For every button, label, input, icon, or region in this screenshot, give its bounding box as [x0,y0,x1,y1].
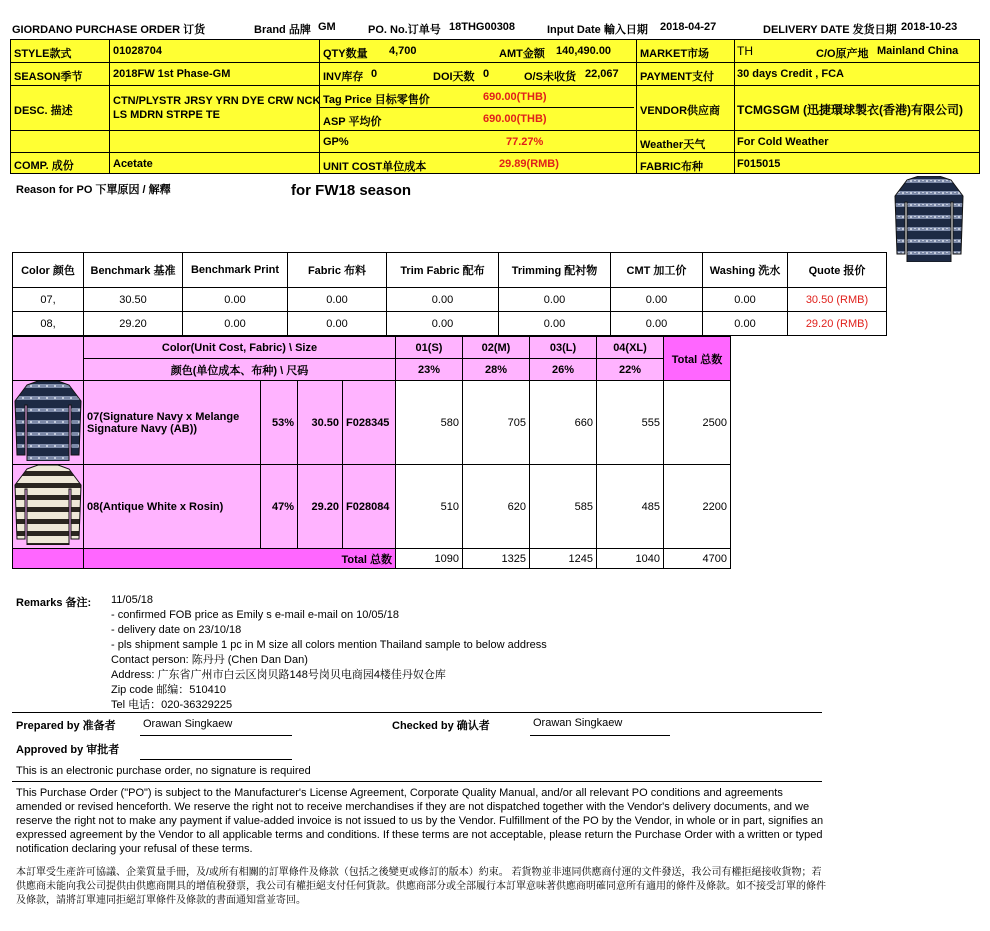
qty-cell: 660 [530,381,597,465]
cost-cell: 0.00 [703,288,788,312]
fabric-label: FABRIC布种 [640,161,703,173]
reason-label: Reason for PO 下單原因 / 解釋 [16,184,171,196]
cost-cell: 0.00 [703,312,788,336]
size-pct-s: 23% [396,359,463,381]
season-label: SEASON季节 [14,71,83,83]
totals-label: Total 总数 [84,549,396,569]
reason-value: for FW18 season [291,182,412,199]
po-number-value: 18THG00308 [449,21,516,33]
image-header-cell [13,337,84,381]
payment-label: PAYMENT支付 [640,71,714,83]
remarks-label: Remarks 备注: [16,597,92,609]
color-07-pct: 53% [261,381,298,465]
vendor-label: VENDOR供应商 [640,105,721,117]
quote-cell: 30.50 (RMB) [788,288,887,312]
cost-header-trimming: Trimming 配衬物 [499,253,611,288]
cost-cell: 0.00 [611,288,703,312]
cost-header-quote: Quote 报价 [788,253,887,288]
cost-cell: 0.00 [387,288,499,312]
color-08-fabric: F028084 [343,465,396,549]
cost-cell: 29.20 [84,312,183,336]
style-value: 01028704 [113,45,162,57]
prepared-by-label: Prepared by 准备者 [16,720,116,732]
season-value: 2018FW 1st Phase-GM [113,68,231,80]
approved-by-label: Approved by 审批者 [16,744,120,756]
remarks-line: Tel 电话：020-36329225 [111,699,233,711]
approved-by-line [140,759,292,760]
qty-cell: 510 [396,465,463,549]
cost-cell: 0.00 [387,312,499,336]
totals-image-cell [13,549,84,569]
size-totals-row [13,549,731,569]
doi-value: 0 [483,68,490,80]
remarks-line: - confirmed FOB price as Emily s e-mail e-mail on 10/05/18 [111,609,399,621]
amt-label: AMT金额 [499,48,545,60]
payment-value: 30 days Credit , FCA [737,68,844,80]
gp-label: GP% [323,136,349,148]
amt-value: 140,490.00 [556,45,612,57]
color-08-cost: 29.20 [298,465,343,549]
cost-cell: 0.00 [288,288,387,312]
checked-by-value: Orawan Singkaew [533,717,623,729]
os-value: 22,067 [585,68,619,80]
size-breakdown-table [12,336,731,569]
color-08-image-cell [13,465,84,549]
size-row-08 [13,465,731,549]
remarks-body [111,593,547,713]
cost-header-fabric: Fabric 布料 [288,253,387,288]
fabric-value: F015015 [737,158,781,170]
unit-cost-value: 29.89(RMB) [499,158,559,170]
checked-by-line [530,735,670,736]
po-number-label: PO. No.订单号 [368,24,441,36]
vendor-value: TCMGSGM (迅捷環球製衣(香港)有限公司) [737,103,963,117]
cost-table-header-row [13,253,887,288]
size-header-cn: 颜色(单位成本、布种) \ 尺码 [84,359,396,381]
market-value: TH [737,44,753,58]
input-date-value: 2018-04-27 [660,21,717,33]
grand-total-cell: 4700 [664,549,731,569]
color-08-name: 08(Antique White x Rosin) [84,465,261,549]
cost-cell: 0.00 [183,288,288,312]
cost-header-benchmark-print: Benchmark Print [183,253,288,288]
legal-terms-chinese: 本訂單受生產許可協議、企業質量手冊，及/或所有相關的訂單條件及條款（包括之後變更或修訂的版本）約束。 若貨物並非連同供應商付運的文件發送，我公司有權拒絕接收貨物；若供應商未能向我公司提供由供應商開具的增值稅發票，我公司有權拒絕支付任何貨款。供應商部分或全部履行本訂單意味著供應商明確同意所有適用的條件及條款。如不接受訂單的條件及條款，請將訂單連同拒絕訂單條件及條款的書面通知當並寄回。 [16,867,826,906]
cost-table-row [13,288,887,312]
asp-label: ASP 平均价 [323,116,382,128]
cost-header-trim-fabric: Trim Fabric 配布 [387,253,499,288]
weather-value: For Cold Weather [737,136,829,148]
qty-value: 4,700 [389,45,417,57]
cost-header-cmt: CMT 加工价 [611,253,703,288]
color-07-fabric: F028345 [343,381,396,465]
os-label: O/S未收货 [524,71,576,83]
cost-header-color: Color 颜色 [13,253,84,288]
size-header-m: 02(M) [463,337,530,359]
cost-header-benchmark: Benchmark 基准 [84,253,183,288]
desc-value-line2: LS MDRN STRPE TE [113,109,220,121]
input-date-label: Input Date 輸入日期 [547,24,648,36]
size-header-total: Total 总数 [664,337,731,381]
comp-value: Acetate [113,158,153,170]
tag-price-label: Tag Price 目标零售价 [323,94,430,106]
cost-cell: 0.00 [288,312,387,336]
remarks-line: - pls shipment sample 1 pc in M size all colors mention Thailand sample to below address [111,639,547,651]
color-08-pct: 47% [261,465,298,549]
size-pct-xl: 22% [597,359,664,381]
unit-cost-label: UNIT COST单位成本 [323,161,427,173]
desc-label: DESC. 描述 [14,105,73,117]
cost-table-row [13,312,887,336]
desc-value-line1: CTN/PLYSTR JRSY YRN DYE CRW NCK [113,95,321,107]
size-header-s: 01(S) [396,337,463,359]
color-07-image-cell [13,381,84,465]
size-pct-l: 26% [530,359,597,381]
remarks-line: 11/05/18 [111,594,154,606]
qty-cell: 580 [396,381,463,465]
legal-terms-english: This Purchase Order ("PO") is subject to the Manufacturer's License Agreement, Corporate Quality Manual, and/or all relevant PO conditions and agreements amended or revised henceforth. We reserve the right not to receive merchandises if they are not dispatched together with the Vendor's delivery documents, and we reserve the right not to make any payment if value-added invoice is not issued to us by the Vendor. Fulfillment of the PO by the Vendor, in whole or in part, signifies an expressed agreement by the Vendor to all applicable terms and conditions. If these terms are not acceptable, please return the Purchase Order with a written or typed notification declaring your refusal of these terms. [16,787,824,855]
product-thumbnail [893,176,965,262]
size-row-07 [13,381,731,465]
total-cell: 1040 [597,549,664,569]
qty-cell: 620 [463,465,530,549]
origin-value: Mainland China [877,45,959,57]
delivery-date-label: DELIVERY DATE 发货日期 [763,24,897,36]
remarks-line: Zip code 邮编：510410 [111,684,226,696]
delivery-date-value: 2018-10-23 [901,21,958,33]
qty-cell: 485 [597,465,664,549]
qty-cell: 585 [530,465,597,549]
info-grid [10,39,980,174]
size-header-xl: 04(XL) [597,337,664,359]
remarks-line: - delivery date on 23/10/18 [111,624,242,636]
cost-cell: 0.00 [183,312,288,336]
tag-price-value: 690.00(THB) [483,91,547,103]
brand-label: Brand 品牌 [254,24,311,36]
total-cell: 1090 [396,549,463,569]
signoff-bottom-divider [12,781,822,782]
remarks-line: Address: 广东省广州市白云区岗贝路148号岗贝电商园4楼佳丹奴仓库 [111,669,446,681]
doi-label: DOI天数 [433,71,475,83]
weather-label: Weather天气 [640,139,706,151]
asp-value: 690.00(THB) [483,113,547,125]
cost-cell: 0.00 [499,312,611,336]
navy-sweater-image [13,381,83,461]
size-header-l: 03(L) [530,337,597,359]
quote-cell: 29.20 (RMB) [788,312,887,336]
color-07-cost: 30.50 [298,381,343,465]
prepared-by-line [140,735,292,736]
po-title: GIORDANO PURCHASE ORDER 订货 [12,24,206,36]
size-pct-m: 28% [463,359,530,381]
cost-cell: 07, [13,288,84,312]
gp-value: 77.27% [506,136,544,148]
electronic-po-note: This is an electronic purchase order, no signature is required [16,765,311,777]
origin-label: C/O原产地 [816,48,869,60]
white-sweater-image [13,465,83,545]
qty-cell: 705 [463,381,530,465]
color-07-name: 07(Signature Navy x Melange Signature Navy (AB)) [84,381,261,465]
prepared-by-value: Orawan Singkaew [143,718,233,730]
row-total-cell: 2500 [664,381,731,465]
checked-by-label: Checked by 确认者 [392,720,490,732]
remarks-line: Contact person: 陈丹丹 (Chen Dan Dan) [111,654,308,666]
inv-value: 0 [371,68,378,80]
comp-label: COMP. 成份 [14,160,74,172]
style-label: STYLE款式 [14,48,72,60]
brand-value: GM [318,21,336,33]
total-cell: 1245 [530,549,597,569]
cost-cell: 0.00 [611,312,703,336]
signoff-top-divider [12,712,822,713]
qty-cell: 555 [597,381,664,465]
cost-cell: 08, [13,312,84,336]
cost-breakdown-table [12,252,887,336]
row-total-cell: 2200 [664,465,731,549]
cost-header-washing: Washing 洗水 [703,253,788,288]
qty-label: QTY数量 [323,48,368,60]
cost-cell: 30.50 [84,288,183,312]
total-cell: 1325 [463,549,530,569]
inv-label: INV库存 [323,71,364,83]
market-label: MARKET市场 [640,48,710,60]
cost-cell: 0.00 [499,288,611,312]
size-header-en: Color(Unit Cost, Fabric) \ Size [84,337,396,359]
